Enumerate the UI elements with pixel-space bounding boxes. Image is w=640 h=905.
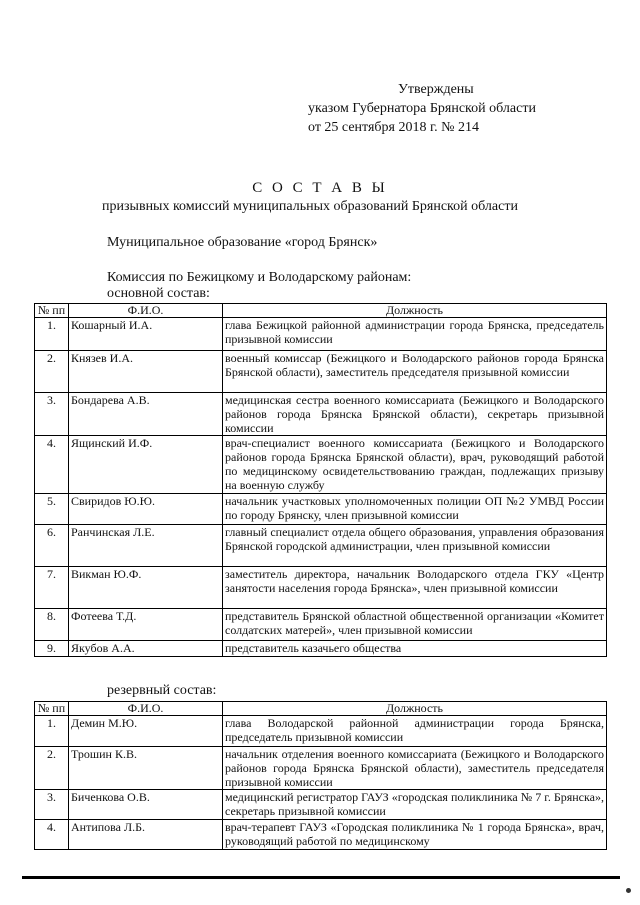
approval-line-2: указом Губернатора Брянской области xyxy=(308,101,536,116)
column-header-position: Должность xyxy=(223,304,607,318)
commission-heading xyxy=(107,270,411,302)
approval-line-1: Утверждены xyxy=(398,82,474,97)
row-number: 3. xyxy=(35,393,69,436)
member-position: представитель казачьего общества xyxy=(223,641,607,657)
member-name: Якубов А.А. xyxy=(69,641,223,657)
column-header-number: № пп xyxy=(35,304,69,318)
table-row xyxy=(35,351,607,393)
page-bottom-rule xyxy=(22,876,620,879)
table-row xyxy=(35,747,607,790)
member-name: Кошарный И.А. xyxy=(69,318,223,351)
member-position: врач-специалист военного комиссариата (Бежицкого и Володарского районов города Брянска Брянской области), врач, руководящий работой по медицинскому освидетельствованию граждан, подлежащих призыву на военную службу xyxy=(223,436,607,494)
table-row xyxy=(35,567,607,609)
main-composition-label: основной состав: xyxy=(107,286,210,301)
row-number: 1. xyxy=(35,716,69,747)
member-position: медицинская сестра военного комиссариата (Бежицкого и Володарского районов города Брянска Брянской области), секретарь призывной комиссии xyxy=(223,393,607,436)
member-position: заместитель директора, начальник Володарского отдела ГКУ «Центр занятости населения города Брянска», член призывной комиссии xyxy=(223,567,607,609)
member-name: Демин М.Ю. xyxy=(69,716,223,747)
table-row xyxy=(35,318,607,351)
member-position: медицинский регистратор ГАУЗ «городская поликлиника № 7 г. Брянска», секретарь призывной комиссии xyxy=(223,790,607,820)
table-row xyxy=(35,609,607,641)
row-number: 9. xyxy=(35,641,69,657)
main-composition-table xyxy=(34,303,607,657)
member-name: Викман Ю.Ф. xyxy=(69,567,223,609)
member-name: Ранчинская Л.Е. xyxy=(69,525,223,567)
member-position: военный комиссар (Бежицкого и Володарского районов города Брянска Брянской области), заместитель председателя призывной комиссии xyxy=(223,351,607,393)
table-row xyxy=(35,494,607,525)
member-name: Фотеева Т.Д. xyxy=(69,609,223,641)
row-number: 2. xyxy=(35,747,69,790)
row-number: 4. xyxy=(35,436,69,494)
column-header-name: Ф.И.О. xyxy=(69,304,223,318)
row-number: 6. xyxy=(35,525,69,567)
member-name: Антипова Л.Б. xyxy=(69,820,223,850)
table-row xyxy=(35,820,607,850)
table-row xyxy=(35,790,607,820)
member-position: глава Володарской районной администрации города Брянска, председатель призывной комиссии xyxy=(223,716,607,747)
table-row xyxy=(35,436,607,494)
commission-title: Комиссия по Бежицкому и Володарскому районам: xyxy=(107,270,412,285)
member-position: главный специалист отдела общего образования, управления образования Брянской городской администрации, член призывной комиссии xyxy=(223,525,607,567)
row-number: 7. xyxy=(35,567,69,609)
row-number: 2. xyxy=(35,351,69,393)
column-header-name: Ф.И.О. xyxy=(69,702,223,716)
row-number: 1. xyxy=(35,318,69,351)
member-position: глава Бежицкой районной администрации города Брянска, председатель призывной комиссии xyxy=(223,318,607,351)
approval-stamp xyxy=(308,80,608,137)
member-name: Ящинский И.Ф. xyxy=(69,436,223,494)
document-subtitle: призывных комиссий муниципальных образований Брянской области xyxy=(102,199,518,214)
table-row xyxy=(35,525,607,567)
row-number: 3. xyxy=(35,790,69,820)
row-number: 8. xyxy=(35,609,69,641)
member-name: Бондарева А.В. xyxy=(69,393,223,436)
reserve-composition-label: резервный состав: xyxy=(107,683,217,698)
member-name: Биченкова О.В. xyxy=(69,790,223,820)
table-header-row xyxy=(35,304,607,318)
member-position: представитель Брянской областной общественной организации «Комитет солдатских матерей», член призывной комиссии xyxy=(223,609,607,641)
scan-mark xyxy=(626,888,631,893)
member-name: Свиридов Ю.Ю. xyxy=(69,494,223,525)
member-name: Трошин К.В. xyxy=(69,747,223,790)
table-row xyxy=(35,716,607,747)
member-position: врач-терапевт ГАУЗ «Городская поликлиника № 1 города Брянска», врач, руководящий работой по медицинскому xyxy=(223,820,607,850)
row-number: 5. xyxy=(35,494,69,525)
table-header-row xyxy=(35,702,607,716)
column-header-number: № пп xyxy=(35,702,69,716)
table-row xyxy=(35,393,607,436)
member-position: начальник отделения военного комиссариата (Бежицкого и Володарского районов города Брянска Брянской области), заместитель председателя призывной комиссии xyxy=(223,747,607,790)
municipality-heading: Муниципальное образование «город Брянск» xyxy=(107,235,378,250)
member-name: Князев И.А. xyxy=(69,351,223,393)
row-number: 4. xyxy=(35,820,69,850)
approval-line-3: от 25 сентября 2018 г. № 214 xyxy=(308,120,479,135)
reserve-composition-table xyxy=(34,701,607,850)
document-title: С О С Т А В Ы xyxy=(252,180,388,196)
table-row xyxy=(35,641,607,657)
column-header-position: Должность xyxy=(223,702,607,716)
member-position: начальник участковых уполномоченных полиции ОП №2 УМВД России по городу Брянску, член призывной комиссии xyxy=(223,494,607,525)
